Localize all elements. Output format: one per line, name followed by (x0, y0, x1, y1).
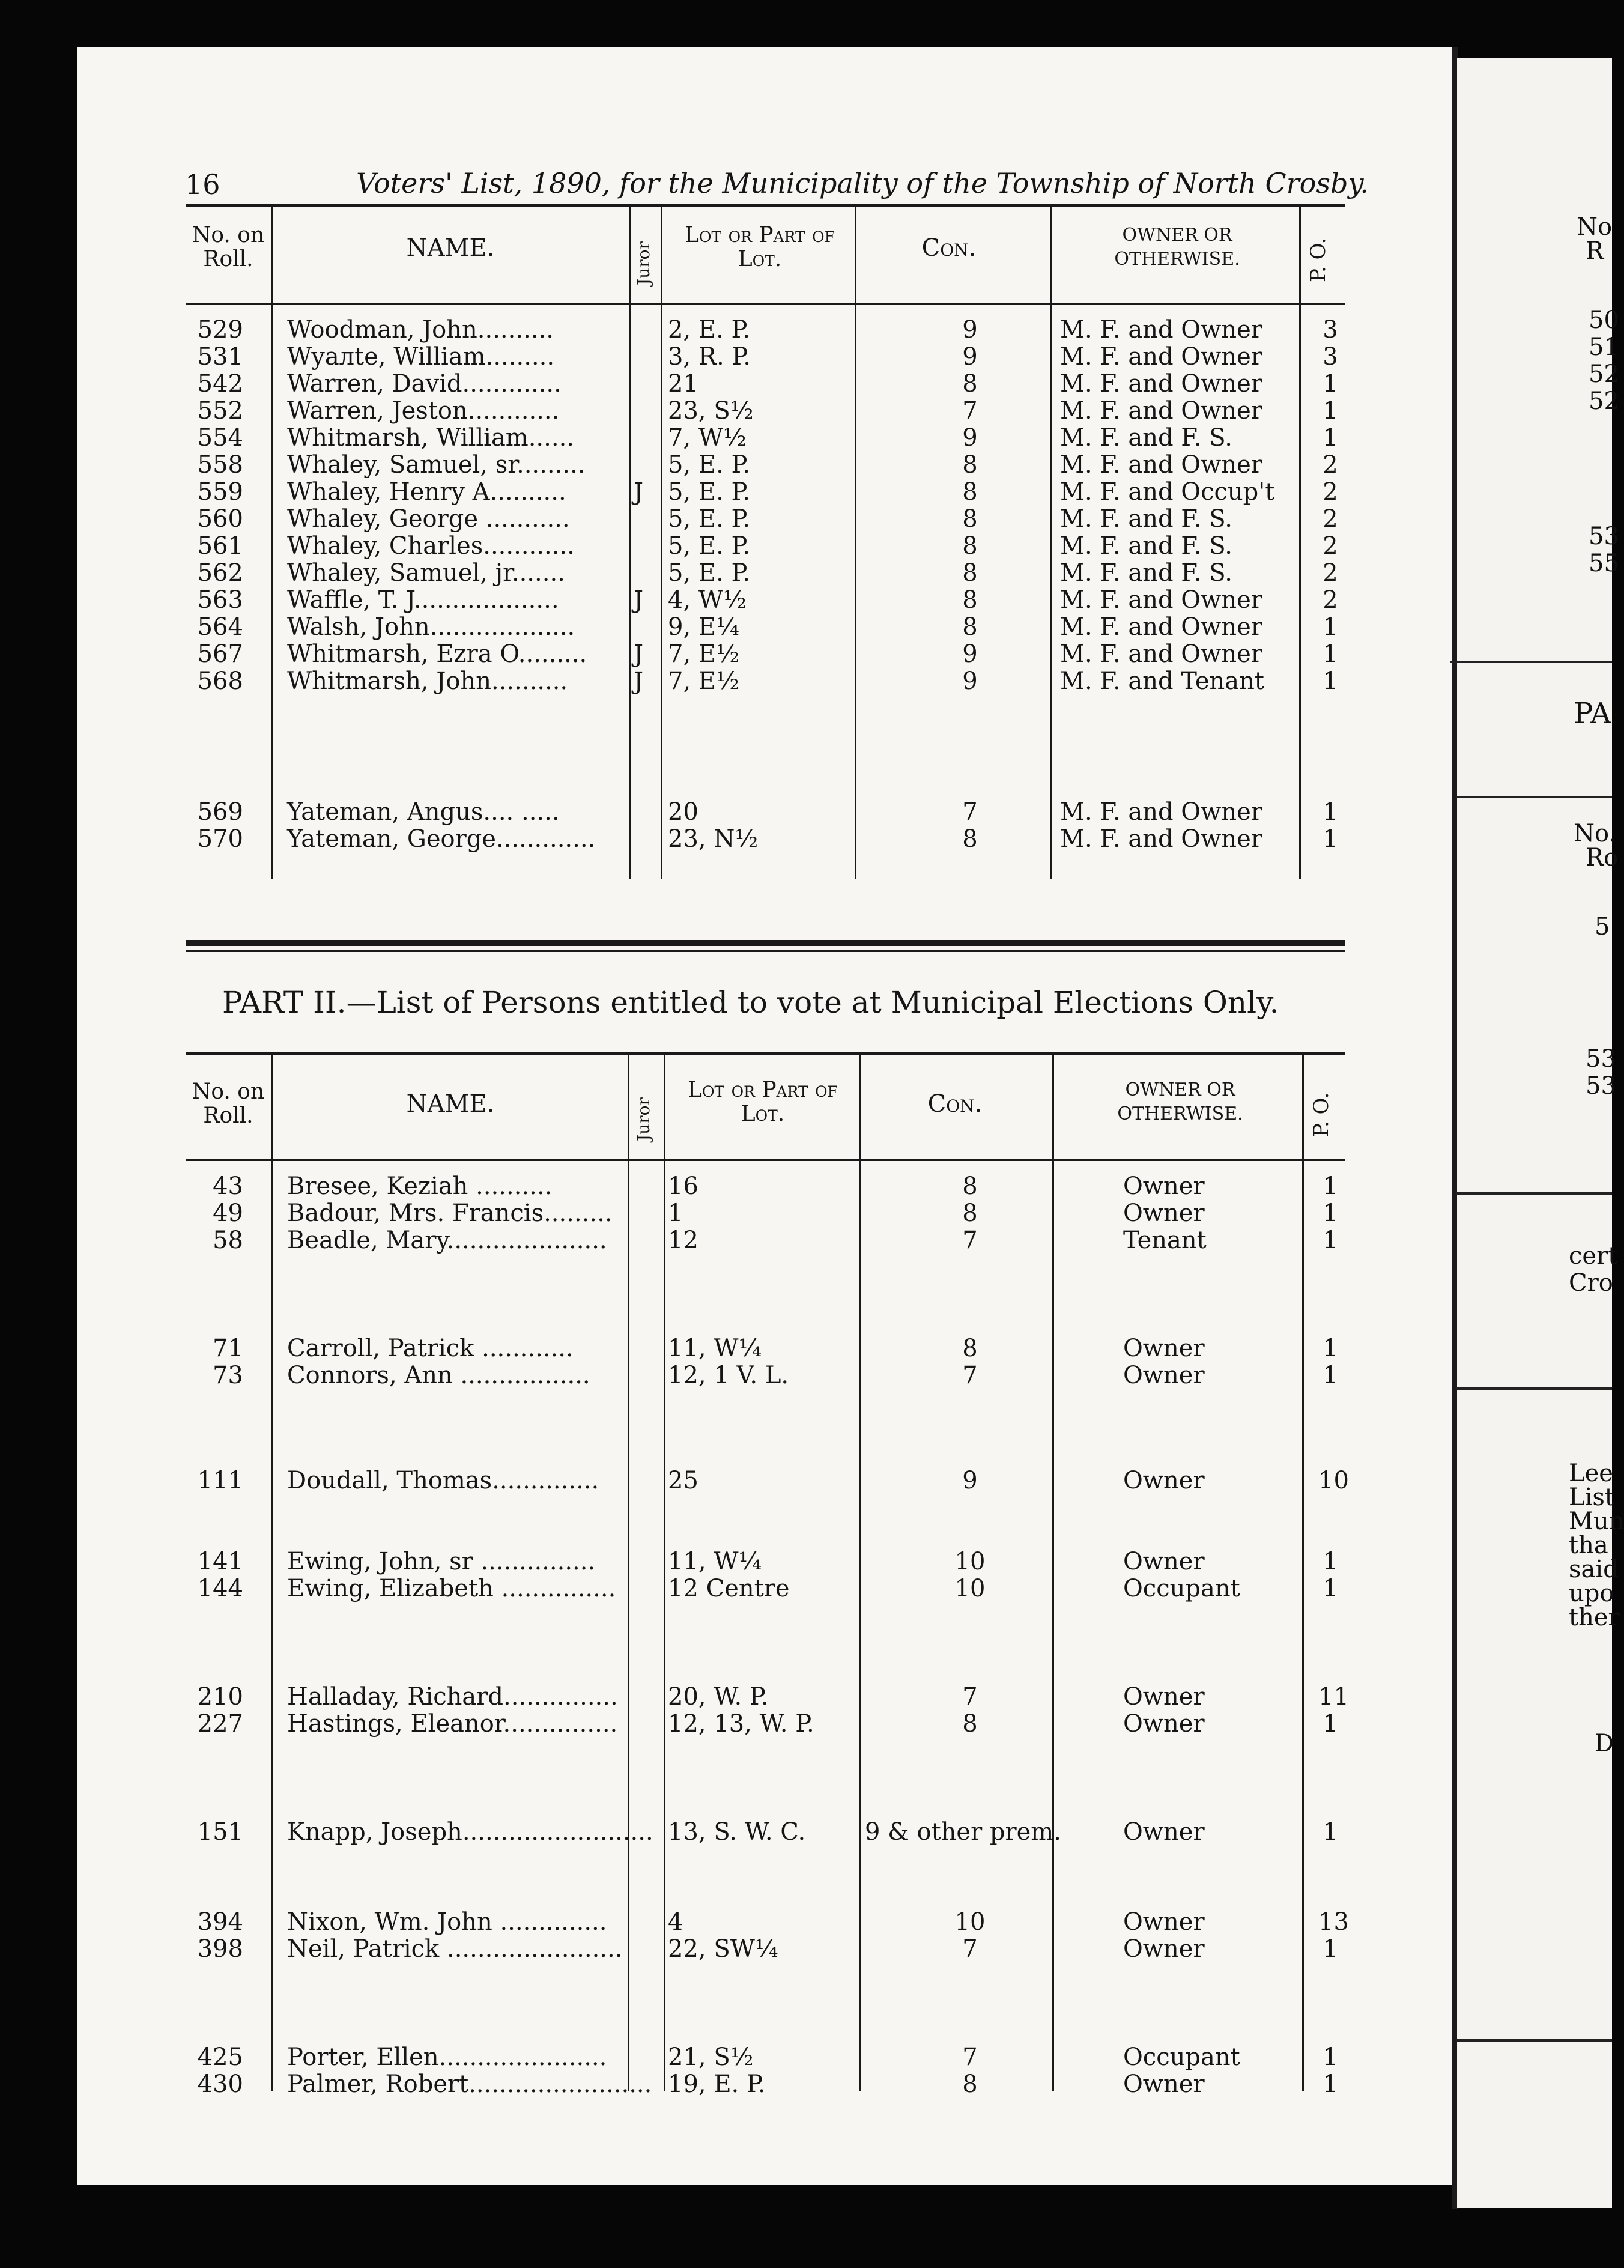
table-row (180, 1575, 1357, 1602)
post-office: 1 (1323, 1818, 1338, 1846)
owner-status: M. F. and Owner (1060, 397, 1262, 425)
adjacent-page-text: tha (1569, 1532, 1608, 1559)
table1-header-rule (186, 303, 1345, 305)
owner-status: Owner (1123, 1335, 1205, 1362)
roll-number: 58 (213, 1226, 243, 1254)
table-row (180, 533, 1357, 559)
adjacent-page-text: cert (1569, 1242, 1618, 1270)
concession: 9 (962, 424, 978, 452)
roll-number: 49 (213, 1199, 243, 1227)
post-office: 3 (1323, 343, 1338, 371)
table-row (180, 1173, 1357, 1199)
post-office: 1 (1323, 1935, 1338, 1963)
lot: 5, E. P. (668, 559, 751, 587)
table-row (180, 317, 1357, 343)
roll-number: 71 (213, 1335, 243, 1362)
adjacent-page-text: 53 (1586, 1045, 1616, 1073)
roll-number: 542 (197, 370, 243, 398)
juror-mark: J (634, 586, 644, 614)
adjacent-page-text: No. (1574, 820, 1617, 847)
lot: 13, S. W. C. (668, 1818, 806, 1846)
concession: 8 (962, 1335, 978, 1362)
voter-name: Whitmarsh, John.......... (287, 667, 568, 695)
table-row (180, 2071, 1357, 2097)
table-row (180, 1335, 1357, 1362)
juror-mark: J (634, 667, 644, 695)
post-office: 1 (1323, 370, 1338, 398)
voter-name: Yateman, George............. (287, 825, 596, 853)
table-row (180, 1936, 1357, 1962)
table-row (180, 506, 1357, 532)
post-office: 2 (1323, 532, 1338, 560)
header-name: NAME. (406, 1090, 495, 1118)
table-row (180, 668, 1357, 694)
lot: 5, E. P. (668, 505, 751, 533)
adjacent-page-text: 5 (1595, 913, 1610, 941)
adjacent-page-text: Mun (1569, 1508, 1624, 1535)
roll-number: 394 (197, 1908, 243, 1936)
page-number: 16 (185, 168, 220, 201)
roll-number: 562 (197, 559, 243, 587)
roll-number: 398 (197, 1935, 243, 1963)
adjacent-page-text: said (1569, 1556, 1619, 1583)
post-office: 1 (1323, 640, 1338, 668)
voter-name: Bresee, Keziah .......... (287, 1172, 553, 1200)
voter-name: Wyaлte, William......... (287, 343, 555, 371)
lot: 21 (668, 370, 698, 398)
header-con: Con. (921, 234, 977, 262)
post-office: 2 (1323, 451, 1338, 479)
lot: 23, S½ (668, 397, 754, 425)
post-office: 2 (1323, 505, 1338, 533)
voter-name: Woodman, John.......... (287, 316, 554, 344)
post-office: 10 (1318, 1467, 1349, 1494)
voter-name: Badour, Mrs. Francis......... (287, 1199, 613, 1227)
header-name: NAME. (406, 234, 495, 262)
table-row (180, 614, 1357, 640)
part2-heading: PART II.—List of Persons entitled to vote at Municipal Elections Only. (222, 985, 1279, 1020)
table-row (180, 1227, 1357, 1254)
table-row (180, 1467, 1357, 1494)
table-row (180, 587, 1357, 613)
voter-name: Ewing, Elizabeth ............... (287, 1575, 616, 1602)
table-row (180, 1819, 1357, 1845)
post-office: 1 (1323, 1172, 1338, 1200)
post-office: 2 (1323, 478, 1338, 506)
owner-status: Occupant (1123, 2043, 1240, 2071)
adjacent-page-text: PA (1574, 697, 1611, 730)
roll-number: 552 (197, 397, 243, 425)
lot: 5, E. P. (668, 532, 751, 560)
post-office: 2 (1323, 586, 1338, 614)
header-lot: Lot or Part of Lot. (685, 223, 835, 271)
owner-status: M. F. and F. S. (1060, 532, 1232, 560)
table-row (180, 641, 1357, 667)
concession: 8 (962, 2070, 978, 2098)
adjacent-page-text: 52 (1589, 360, 1619, 388)
juror-mark: J (634, 640, 644, 668)
post-office: 1 (1323, 1710, 1338, 1738)
adjacent-page-rule (1450, 661, 1612, 663)
adjacent-page-text: Lee (1569, 1460, 1613, 1487)
owner-status: M. F. and Owner (1060, 613, 1262, 641)
lot: 5, E. P. (668, 478, 751, 506)
header-owner: OWNER OR OTHERWISE. (1117, 1079, 1243, 1124)
roll-number: 430 (197, 2070, 243, 2098)
lot: 22, SW¼ (668, 1935, 778, 1963)
concession: 9 & other prem. (865, 1818, 1061, 1846)
concession: 8 (962, 505, 978, 533)
voter-name: Whitmarsh, William...... (287, 424, 575, 452)
owner-status: Owner (1123, 1548, 1205, 1575)
lot: 11, W¼ (668, 1335, 762, 1362)
owner-status: Owner (1123, 1467, 1205, 1494)
voter-name: Walsh, John................... (287, 613, 575, 641)
roll-number: 531 (197, 343, 243, 371)
concession: 9 (962, 316, 978, 344)
post-office: 13 (1318, 1908, 1349, 1936)
voter-name: Whaley, Henry A.......... (287, 478, 566, 506)
page-title: Voters' List, 1890, for the Municipality of the Township of North Crosby. (356, 167, 1369, 199)
voter-name: Whaley, Samuel, jr....... (287, 559, 565, 587)
concession: 7 (962, 1935, 978, 1963)
owner-status: M. F. and Tenant (1060, 667, 1264, 695)
post-office: 1 (1323, 1362, 1338, 1389)
post-office: 1 (1323, 1548, 1338, 1575)
post-office: 1 (1323, 424, 1338, 452)
table2-header-rule (186, 1159, 1345, 1161)
roll-number: 425 (197, 2043, 243, 2071)
roll-number: 569 (197, 798, 243, 826)
lot: 1 (668, 1199, 683, 1227)
voter-name: Carroll, Patrick ............ (287, 1335, 574, 1362)
owner-status: Owner (1123, 1199, 1205, 1227)
adjacent-page-rule (1456, 1192, 1612, 1195)
table-row (180, 826, 1357, 852)
header-no-on-roll: No. on Roll. (192, 223, 265, 271)
roll-number: 558 (197, 451, 243, 479)
owner-status: Owner (1123, 1908, 1205, 1936)
concession: 9 (962, 667, 978, 695)
part-divider-thick (186, 940, 1345, 946)
concession: 7 (962, 1226, 978, 1254)
table-row (180, 1684, 1357, 1710)
lot: 19, E. P. (668, 2070, 766, 2098)
roll-number: 43 (213, 1172, 243, 1200)
voter-name: Ewing, John, sr ............... (287, 1548, 596, 1575)
owner-status: M. F. and F. S. (1060, 424, 1232, 452)
lot: 12, 13, W. P. (668, 1710, 814, 1738)
post-office: 1 (1323, 825, 1338, 853)
lot: 7, E½ (668, 640, 739, 668)
roll-number: 560 (197, 505, 243, 533)
owner-status: M. F. and F. S. (1060, 505, 1232, 533)
owner-status: Owner (1123, 1362, 1205, 1389)
roll-number: 210 (197, 1683, 243, 1711)
roll-number: 568 (197, 667, 243, 695)
roll-number: 144 (197, 1575, 243, 1602)
voter-name: Hastings, Eleanor............... (287, 1710, 618, 1738)
table-row (180, 398, 1357, 424)
header-juror: Juror (634, 241, 653, 285)
concession: 9 (962, 640, 978, 668)
adjacent-page-text: ther (1569, 1604, 1620, 1631)
adjacent-page-text: R (1586, 237, 1604, 265)
owner-status: M. F. and Owner (1060, 451, 1262, 479)
lot: 16 (668, 1172, 698, 1200)
post-office: 11 (1318, 1683, 1349, 1711)
voter-name: Doudall, Thomas.............. (287, 1467, 599, 1494)
adjacent-page-text: 53 (1589, 523, 1619, 550)
table-row (180, 1200, 1357, 1226)
adjacent-page-text: 53 (1586, 1072, 1616, 1100)
table-row (180, 1711, 1357, 1737)
lot: 5, E. P. (668, 451, 751, 479)
roll-number: 227 (197, 1710, 243, 1738)
table2-top-rule (186, 1052, 1345, 1055)
owner-status: M. F. and Occup't (1060, 478, 1275, 506)
voter-name: Nixon, Wm. John .............. (287, 1908, 607, 1936)
adjacent-page-text: 52 (1589, 387, 1619, 415)
voter-name: Yateman, Angus.... ..... (287, 798, 560, 826)
roll-number: 563 (197, 586, 243, 614)
post-office: 1 (1323, 1575, 1338, 1602)
voter-name: Beadle, Mary..................... (287, 1226, 607, 1254)
concession: 7 (962, 397, 978, 425)
voter-name: Knapp, Joseph......................... (287, 1818, 653, 1846)
lot: 12 Centre (668, 1575, 790, 1602)
owner-status: M. F. and Owner (1060, 825, 1262, 853)
concession: 7 (962, 1683, 978, 1711)
adjacent-page-text: upo (1569, 1580, 1614, 1607)
post-office: 1 (1323, 1226, 1338, 1254)
concession: 8 (962, 1710, 978, 1738)
concession: 8 (962, 825, 978, 853)
post-office: 2 (1323, 559, 1338, 587)
roll-number: 151 (197, 1818, 243, 1846)
voter-name: Palmer, Robert........................ (287, 2070, 652, 2098)
table-row (180, 560, 1357, 586)
adjacent-page-text: 50 (1589, 306, 1619, 334)
lot: 21, S½ (668, 2043, 754, 2071)
concession: 9 (962, 1467, 978, 1494)
lot: 11, W¼ (668, 1548, 762, 1575)
roll-number: 111 (197, 1467, 243, 1494)
owner-status: Owner (1123, 1935, 1205, 1963)
table-row (180, 425, 1357, 451)
concession: 8 (962, 613, 978, 641)
page-header (107, 162, 1369, 204)
adjacent-page-text: List (1569, 1484, 1614, 1511)
adjacent-page-text: Ro (1586, 844, 1619, 872)
concession: 8 (962, 559, 978, 587)
concession: 8 (962, 1172, 978, 1200)
adjacent-page-rule (1456, 1387, 1612, 1390)
concession: 10 (954, 1548, 986, 1575)
concession: 10 (954, 1575, 986, 1602)
concession: 8 (962, 1199, 978, 1227)
header-lot: Lot or Part of Lot. (688, 1078, 838, 1126)
table1-top-rule (186, 204, 1345, 207)
adjacent-page-text: No (1577, 213, 1613, 241)
roll-number: 559 (197, 478, 243, 506)
concession: 8 (962, 370, 978, 398)
lot: 9, E¼ (668, 613, 739, 641)
post-office: 1 (1323, 613, 1338, 641)
owner-status: Owner (1123, 1683, 1205, 1711)
voter-name: Waffle, T. J................... (287, 586, 559, 614)
post-office: 1 (1323, 1335, 1338, 1362)
owner-status: Owner (1123, 1818, 1205, 1846)
adjacent-page-text: Cro (1569, 1269, 1613, 1297)
voter-name: Whitmarsh, Ezra O......... (287, 640, 587, 668)
lot: 12, 1 V. L. (668, 1362, 789, 1389)
post-office: 1 (1323, 397, 1338, 425)
table-row (180, 1362, 1357, 1389)
post-office: 1 (1323, 798, 1338, 826)
table-row (180, 799, 1357, 825)
owner-status: Owner (1123, 2070, 1205, 2098)
roll-number: 141 (197, 1548, 243, 1575)
lot: 7, E½ (668, 667, 739, 695)
roll-number: 561 (197, 532, 243, 560)
voter-name: Whaley, Samuel, sr......... (287, 451, 586, 479)
lot: 25 (668, 1467, 698, 1494)
lot: 3, R. P. (668, 343, 751, 371)
concession: 7 (962, 1362, 978, 1389)
table-row (180, 2044, 1357, 2070)
table-row (180, 452, 1357, 478)
post-office: 1 (1323, 2070, 1338, 2098)
concession: 8 (962, 586, 978, 614)
owner-status: Tenant (1123, 1226, 1207, 1254)
roll-number: 567 (197, 640, 243, 668)
roll-number: 570 (197, 825, 243, 853)
table-row (180, 1548, 1357, 1575)
owner-status: M. F. and Owner (1060, 640, 1262, 668)
voter-name: Halladay, Richard............... (287, 1683, 618, 1711)
lot: 12 (668, 1226, 698, 1254)
roll-number: 529 (197, 316, 243, 344)
concession: 7 (962, 798, 978, 826)
header-owner: OWNER OR OTHERWISE. (1114, 225, 1240, 270)
lot: 20, W. P. (668, 1683, 769, 1711)
owner-status: Owner (1123, 1710, 1205, 1738)
table-row (180, 344, 1357, 370)
table-row (180, 371, 1357, 397)
owner-status: M. F. and Owner (1060, 586, 1262, 614)
header-po: P. O. (1306, 237, 1330, 282)
post-office: 1 (1323, 667, 1338, 695)
table-row (180, 1909, 1357, 1935)
lot: 7, W½ (668, 424, 747, 452)
owner-status: Owner (1123, 1172, 1205, 1200)
voter-name: Neil, Patrick ....................... (287, 1935, 623, 1963)
lot: 23, N½ (668, 825, 759, 853)
concession: 9 (962, 343, 978, 371)
concession: 8 (962, 532, 978, 560)
adjacent-page-text: 55 (1589, 550, 1619, 577)
lot: 20 (668, 798, 698, 826)
roll-number: 73 (213, 1362, 243, 1389)
header-po: P. O. (1309, 1092, 1333, 1137)
voter-name: Whaley, George ........... (287, 505, 570, 533)
voter-name: Porter, Ellen...................... (287, 2043, 607, 2071)
lot: 4, W½ (668, 586, 747, 614)
owner-status: M. F. and F. S. (1060, 559, 1232, 587)
concession: 7 (962, 2043, 978, 2071)
adjacent-page-rule (1456, 2039, 1612, 2042)
concession: 8 (962, 478, 978, 506)
adjacent-page-text: 51 (1589, 333, 1619, 361)
adjacent-page-text: D (1595, 1730, 1614, 1757)
voter-name: Connors, Ann ................. (287, 1362, 590, 1389)
concession: 8 (962, 451, 978, 479)
owner-status: M. F. and Owner (1060, 798, 1262, 826)
header-no-on-roll: No. on Roll. (192, 1079, 265, 1128)
table-row (180, 479, 1357, 505)
lot: 4 (668, 1908, 683, 1936)
owner-status: M. F. and Owner (1060, 316, 1262, 344)
part-divider-thin (186, 950, 1345, 952)
roll-number: 564 (197, 613, 243, 641)
post-office: 1 (1323, 1199, 1338, 1227)
owner-status: M. F. and Owner (1060, 343, 1262, 371)
owner-status: M. F. and Owner (1060, 370, 1262, 398)
voter-name: Warren, Jeston............ (287, 397, 560, 425)
roll-number: 554 (197, 424, 243, 452)
concession: 10 (954, 1908, 986, 1936)
adjacent-page-rule (1456, 796, 1612, 798)
header-con: Con. (927, 1090, 983, 1118)
post-office: 3 (1323, 316, 1338, 344)
juror-mark: J (634, 478, 644, 506)
header-juror: Juror (634, 1097, 653, 1141)
owner-status: Occupant (1123, 1575, 1240, 1602)
post-office: 1 (1323, 2043, 1338, 2071)
voter-name: Whaley, Charles............ (287, 532, 575, 560)
voter-name: Warren, David............. (287, 370, 562, 398)
lot: 2, E. P. (668, 316, 751, 344)
